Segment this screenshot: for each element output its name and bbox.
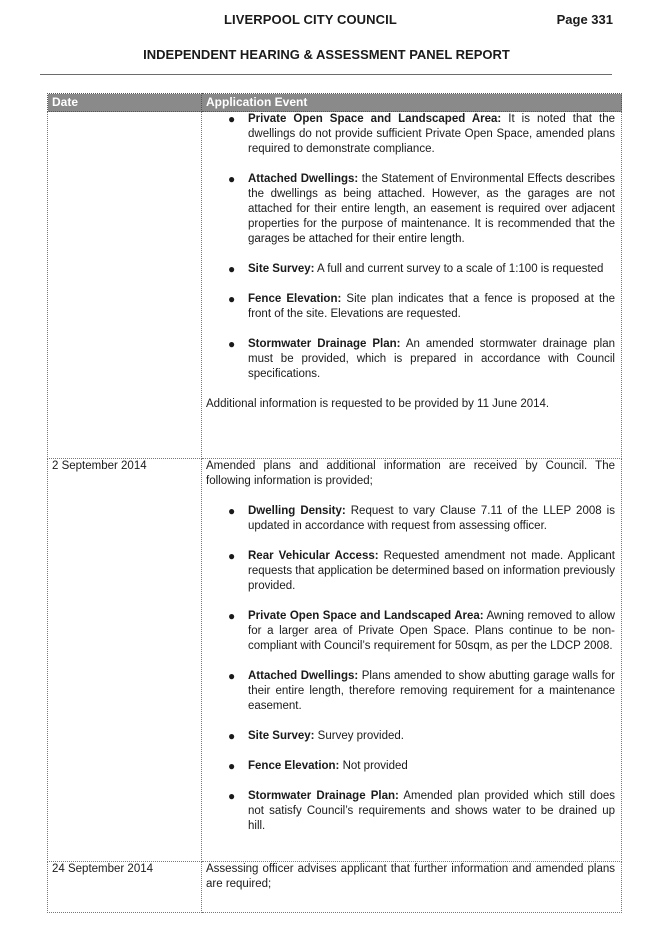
report-title: INDEPENDENT HEARING & ASSESSMENT PANEL REPORT — [143, 47, 510, 62]
table-row — [48, 459, 622, 862]
list-item — [206, 669, 615, 714]
item-text: Amended plan provided which still does not satisfy Council’s requirements and shows water to be drained up hill. — [248, 790, 615, 832]
bullet-icon: ● — [228, 292, 236, 306]
event-intro: Amended plans and additional information are received by Council. The following information is provided; — [206, 460, 615, 487]
item-label: Site Survey: — [248, 730, 315, 742]
list-item — [206, 759, 615, 774]
bullet-icon: ● — [228, 112, 236, 126]
list-item — [206, 262, 615, 277]
bullet-icon: ● — [228, 789, 236, 803]
bullet-icon: ● — [228, 759, 236, 773]
item-text: A full and current survey to a scale of 1:100 is requested — [314, 263, 604, 275]
page-number: Page 331 — [556, 12, 613, 27]
item-label: Attached Dwellings: — [248, 670, 359, 682]
item-text: Survey provided. — [314, 730, 404, 742]
item-text: It is noted that the dwellings do not provide sufficient Private Open Space, amended plans required to demonstrate compliance. — [248, 113, 615, 155]
item-label: Stormwater Drainage Plan: — [248, 338, 401, 350]
item-text: Request to vary Clause 7.11 of the LLEP 2008 is updated in accordance with request from assessing officer. — [248, 505, 615, 532]
item-label: Attached Dwellings: — [248, 173, 359, 185]
bullet-icon: ● — [228, 729, 236, 743]
table-header-row — [48, 94, 622, 112]
item-text: Requested amendment not made. Applicant requests that application be determined based on information previously provided. — [248, 550, 615, 592]
event-intro: Assessing officer advises applicant that further information and amended plans are required; — [206, 863, 615, 890]
item-label: Stormwater Drainage Plan: — [248, 790, 399, 802]
item-text: Not provided — [339, 760, 408, 772]
table-row — [48, 112, 622, 459]
event-description — [202, 459, 622, 862]
bullet-icon: ● — [228, 669, 236, 683]
event-item-list — [206, 504, 615, 834]
event-date — [48, 112, 202, 459]
item-text: Site plan indicates that a fence is proposed at the front of the site. Elevations are requested. — [248, 293, 615, 320]
list-item — [206, 337, 615, 382]
item-label: Private Open Space and Landscaped Area: — [248, 610, 484, 622]
list-item — [206, 292, 615, 322]
council-name: LIVERPOOL CITY COUNCIL — [224, 12, 397, 27]
bullet-icon: ● — [228, 337, 236, 351]
table-row — [48, 862, 622, 913]
item-label: Site Survey: — [248, 263, 315, 275]
list-item — [206, 549, 615, 594]
event-description — [202, 862, 622, 913]
item-label: Dwelling Density: — [248, 505, 346, 517]
item-text: the Statement of Environmental Effects describes the dwellings as being attached. However, as the garages are not attached for their entire length, an easement is required over adjacent properties for the purpose of maintenance. It is recommended that the garages be attached for their entire length. — [248, 173, 615, 245]
event-item-list — [206, 112, 615, 382]
list-item — [206, 504, 615, 534]
list-item — [206, 609, 615, 654]
bullet-icon: ● — [228, 262, 236, 276]
header-divider — [40, 74, 612, 75]
application-events-table — [47, 93, 622, 913]
closing-note: Additional information is requested to be provided by 11 June 2014. — [206, 398, 550, 410]
item-label: Rear Vehicular Access: — [248, 550, 379, 562]
item-label: Fence Elevation: — [248, 760, 340, 772]
list-item — [206, 172, 615, 247]
bullet-icon: ● — [228, 504, 236, 518]
item-text: Awning removed to allow for a larger area of Private Open Space. Plans continue to be non-compliant with Council’s requirement for 50sqm, as per the LDCP 2008. — [248, 610, 615, 652]
list-item — [206, 112, 615, 157]
event-date: 2 September 2014 — [48, 459, 202, 862]
item-text: Plans amended to show abutting garage walls for their entire length, therefore removing requirement for a maintenance easement. — [248, 670, 615, 712]
list-item — [206, 789, 615, 834]
item-label: Fence Elevation: — [248, 293, 342, 305]
item-text: An amended stormwater drainage plan must be provided, which is prepared in accordance with Council specifications. — [248, 338, 616, 380]
event-description — [202, 112, 622, 459]
column-header-date: Date — [48, 94, 202, 112]
event-date: 24 September 2014 — [48, 862, 202, 913]
item-label: Private Open Space and Landscaped Area: — [248, 113, 502, 125]
column-header-event: Application Event — [202, 94, 622, 112]
bullet-icon: ● — [228, 172, 236, 186]
list-item — [206, 729, 615, 744]
bullet-icon: ● — [228, 609, 236, 623]
bullet-icon: ● — [228, 549, 236, 563]
